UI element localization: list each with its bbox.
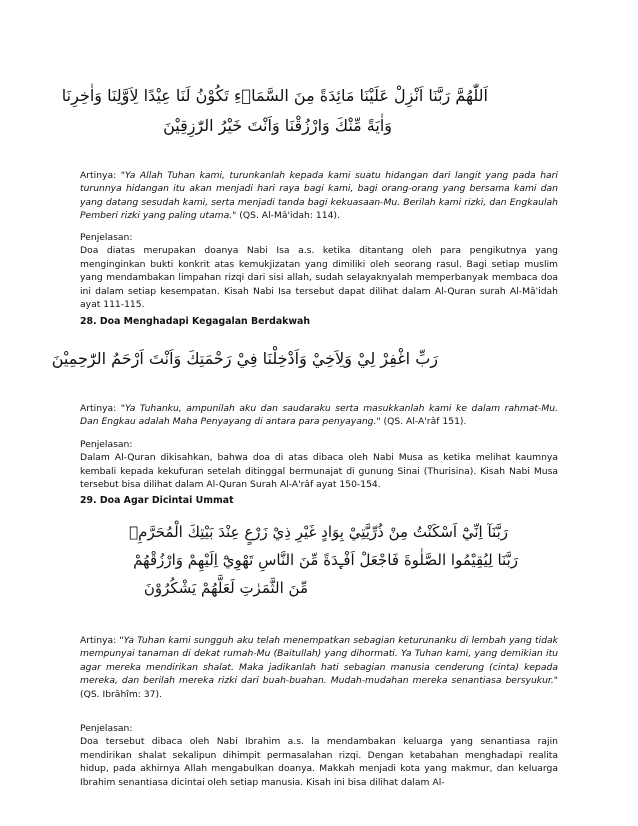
explanation-text: Doa tersebut dibaca oleh Nabi Ibrahim a.s. la mendambakan keluarga yang senantiasa rajin mendirikan shalat sekalipun dihimpit permasalahan rizqi. Dengan ketabahan menghadapi realita hidup, pada akhirnya Allah mengabulkan doanya. Makkah menjadi kota yang makmur, dan keluarga Ibrahim senantiasa dicintai oleh setiap manusia. Kisah ini bisa dilihat dalam Al-	[80, 736, 558, 788]
explanation-block	[80, 231, 558, 311]
explanation-block	[80, 722, 558, 789]
arabic-verse-line: رَبَّنَآ اِنِّيْٓ اَسْكَنْتُ مِنْ ذُرِّيَّتِيْ بِوَادٍ غَيْرِ ذِيْ زَرْعٍ عِنْدَ بَيْتِكَ الْمُحَرَّمِۙ	[129, 523, 508, 541]
arabic-verse-line: رَبَّنَا لِيُقِيْمُوا الصَّلٰوةَ فَاجْعَلْ اَفْـِٕدَةً مِّنَ النَّاسِ تَهْوِيْٓ اِلَيْهِمْ وَارْزُقْهُمْ	[133, 551, 518, 569]
arabic-verse-line: مِّنَ الثَّمَرٰتِ لَعَلَّهُمْ يَشْكُرُوْنَ	[143, 579, 308, 597]
translation-label: Artinya:	[80, 170, 121, 181]
explanation-text: Dalam Al-Quran dikisahkan, bahwa doa di atas dibaca oleh Nabi Musa as ketika melihat kaumnya kembali kepada kekufuran setelah ditinggal bermunajat di gunung Sinai (Thurisina). Kisah Nabi Musa tersebut bisa dilihat dalam Al-Quran Surah Al-A'râf ayat 150-154.	[80, 452, 558, 491]
section-heading: 29. Doa Agar Dicintai Ummat	[80, 495, 234, 506]
translation-text: "Ya Tuhan kami sungguh aku telah menempatkan sebagian keturunanku di lembah yang tidak mempunyai tanaman di dekat rumah-Mu (Baitullah) yang dihormati. Ya Tuhan kami, yang demikian itu agar mereka mendirikan shalat. Maka jadikanlah hati sebagian manusia cenderung (cinta) kepada mereka, dan berilah mereka rizki dari buah-buahan. Mudah-mudahan mereka senantiasa bersyukur."	[80, 635, 558, 687]
explanation-block	[80, 438, 558, 492]
explanation-label: Penjelasan:	[80, 439, 133, 450]
translation-text: "Ya Allah Tuhan kami, turunkanlah kepada kami suatu hidangan dari langit yang pada hari turunnya hidangan itu akan menjadi hari raya bagi kami, bagi orang-orang yang bersama kami dan yang datang sesudah kami, serta menjadi tanda bagi kekuasaan-Mu. Berilah kami rizki, dan Engkaulah Pemberi rizki yang paling utama."	[80, 170, 558, 222]
translation-reference: (QS. Al-Mâ'idah: 114).	[236, 210, 340, 222]
translation-label: Artinya:	[80, 635, 120, 646]
translation-block	[80, 402, 558, 429]
translation-reference: (QS. Al-A'râf 151).	[380, 416, 467, 428]
explanation-text: Doa diatas merupakan doanya Nabi Isa a.s. ketika ditantang oleh para pengikutnya yang menginginkan bukti konkrit atas kemukjizatan yang dimiliki oleh seorang rasul. Bagi setiap muslim yang mendambakan limpahan rizqi dari sisi allah, sudah selayaknyalah memperbanyak membaca doa ini dalam setiap kesempatan. Kisah Nabi Isa tersebut dapat dilihat dalam Al-Quran surah Al-Mâ'idah ayat 111-115.	[80, 245, 558, 311]
translation-text: "Ya Tuhanku, ampunilah aku dan saudaraku serta masukkanlah kami ke dalam rahmat-Mu. Dan Engkau adalah Maha Penyayang di antara para penyayang."	[80, 403, 559, 428]
translation-block	[80, 169, 558, 223]
translation-block	[80, 634, 558, 701]
arabic-verse-line: اَللّٰهُمَّ رَبَّنَا اَنْزِلْ عَلَيْنَا مَائِدَةً مِنَ السَّمَاۤءِ تَكُوْنُ لَنَا عِيْدًا لِاَوَّلِنَا وَاٰخِرِنَا	[61, 86, 488, 105]
arabic-verse-line: وَاٰيَةً مِّنْكَ وَارْزُقْنَا وَاَنْتَ خَيْرُ الرّٰزِقِيْنَ	[163, 116, 392, 135]
explanation-label: Penjelasan:	[80, 232, 133, 243]
explanation-label: Penjelasan:	[80, 723, 133, 734]
arabic-verse-line: رَبِّ اغْفِرْ لِيْ وَلِاَخِيْ وَاَدْخِلْنَا فِيْ رَحْمَتِكَ وَاَنْتَ اَرْحَمُ الرّٰحِمِيْنَ	[51, 349, 438, 368]
translation-reference: (QS. Ibrâhîm: 37).	[80, 688, 162, 700]
section-heading: 28. Doa Menghadapi Kegagalan Berdakwah	[80, 316, 311, 327]
translation-label: Artinya:	[80, 403, 121, 414]
